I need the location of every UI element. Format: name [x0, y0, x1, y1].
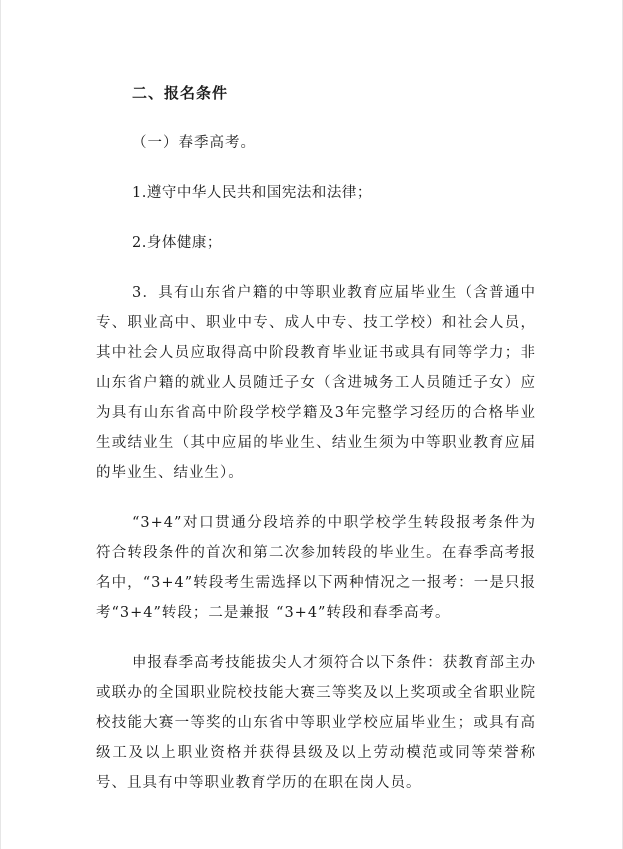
condition-item-1: 1.遵守中华人民共和国宪法和法律； — [132, 185, 372, 201]
transfer-paragraph: “3+4”对口贯通分段培养的中职学校学生转段报考条件为符合转段条件的首次和第二次参加转段的毕业生。在春季高考报名中，“3+4”转段考生需选择以下两种情况之一报考：一是只报考“3+4”转段；二是兼报 “3+4”转段和春季高考。 — [96, 515, 536, 621]
subsection-heading: （一）春季高考。 — [132, 135, 256, 151]
section-heading: 二、报名条件 — [132, 84, 229, 102]
condition-paragraph-3: 3．具有山东省户籍的中等职业教育应届毕业生（含普通中专、职业高中、职业中专、成人中专、技工学校）和社会人员，其中社会人员应取得高中阶段教育毕业证书或具有同等学力；非山东省户籍的就业人员随迁子女（含进城务工人员随迁子女）应为具有山东省高中阶段学校学籍及3年完整学习经历的合格毕业生或结业生（其中应届的毕业生、结业生须为中等职业教育应届的毕业生、结业生）。 — [96, 285, 536, 481]
document-content — [96, 78, 536, 818]
condition-item-2: 2.身体健康； — [132, 235, 222, 251]
skill-talent-paragraph: 申报春季高考技能拔尖人才须符合以下条件：获教育部主办或联办的全国职业院校技能大赛三等奖及以上奖项或全省职业院校技能大赛一等奖的山东省中等职业学校应届毕业生；或具有高级工及以上职业资格并获得县级及以上劳动模范或同等荣誉称号、且具有中等职业教育学历的在职在岗人员。 — [96, 655, 536, 791]
